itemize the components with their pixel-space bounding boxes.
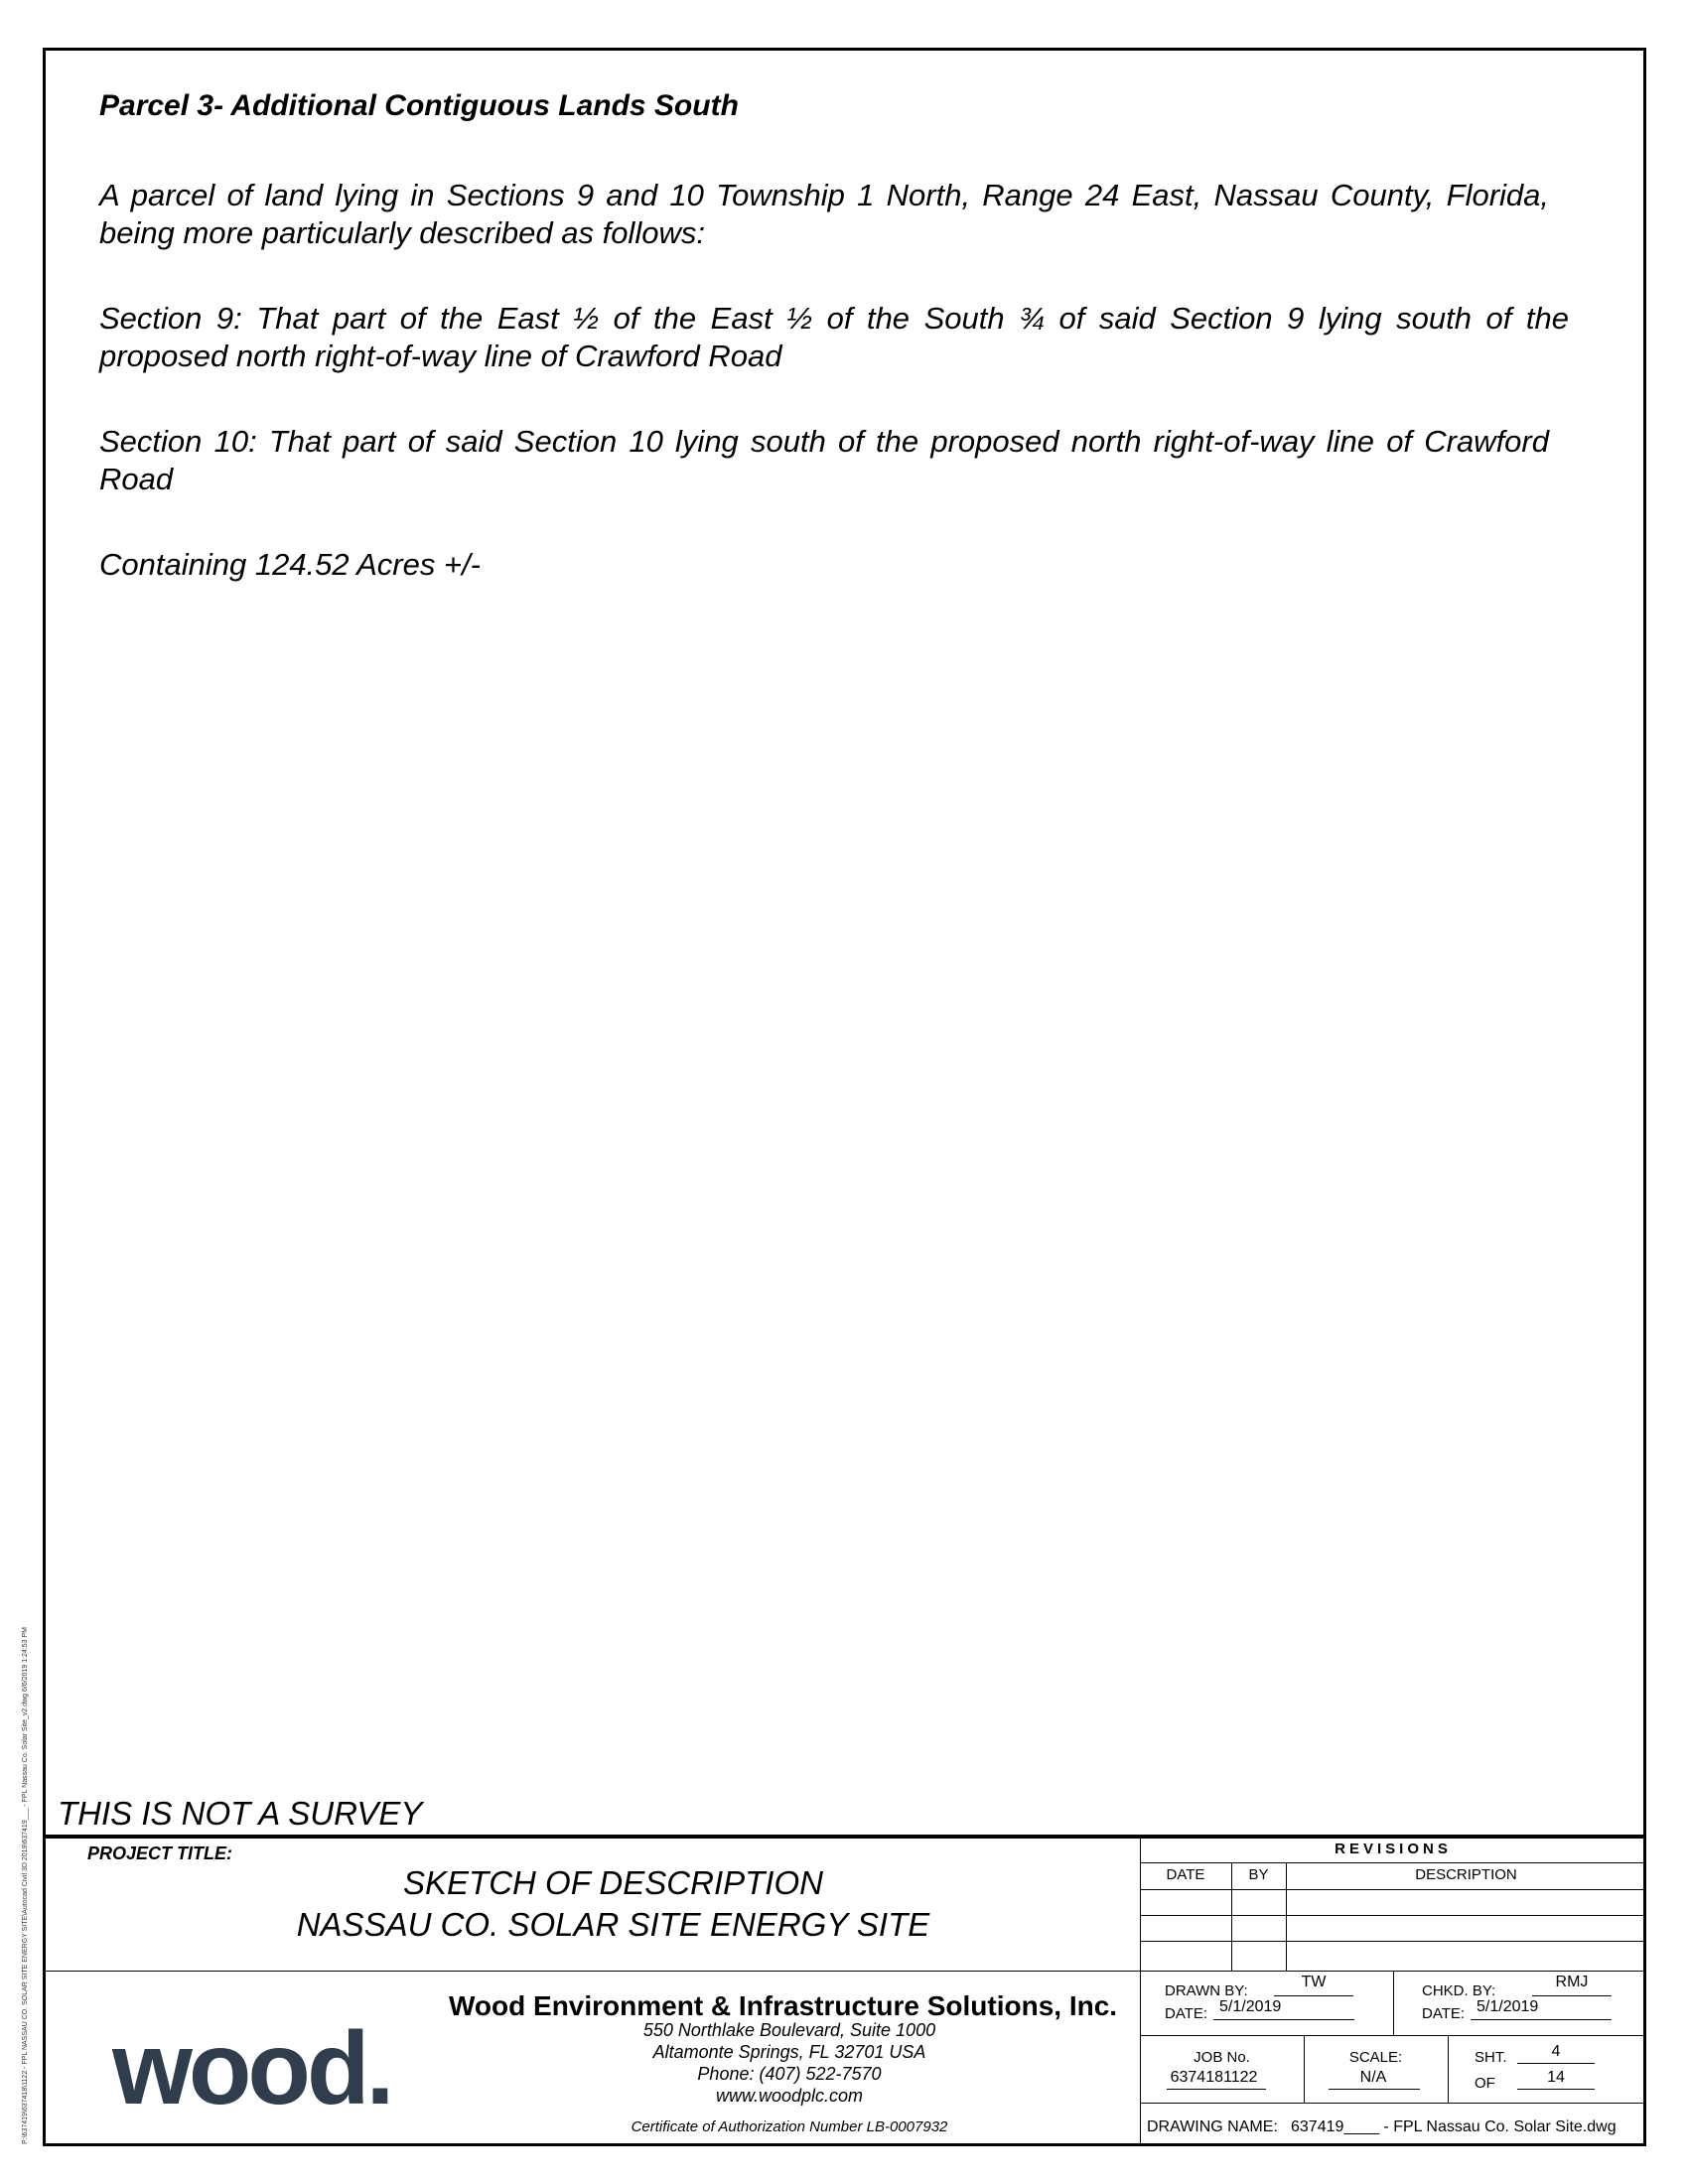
revisions-col-description: DESCRIPTION (1415, 1866, 1517, 1883)
sheet-value: 4 (1551, 2043, 1561, 2060)
drawing-name-label: DRAWING NAME: (1147, 2118, 1278, 2135)
revisions-rule (1140, 1941, 1646, 1942)
checked-date-underline (1471, 2019, 1612, 2020)
drawn-by-label: DRAWN BY: (1165, 1982, 1248, 1999)
section-9-paragraph: Section 9: That part of the East ½ of the East ½ of the South ¾ of said Section 9 lying south of the proposed north right-of-way line of Crawford Road (99, 301, 1569, 373)
parcel-heading: Parcel 3- Additional Contiguous Lands South (99, 89, 739, 122)
drawn-date-underline (1213, 2019, 1354, 2020)
of-underline (1517, 2089, 1595, 2090)
job-number-value: 6374181122 (1170, 2069, 1258, 2086)
sheet-label: SHT. (1475, 2049, 1507, 2066)
job-number-underline (1167, 2089, 1266, 2090)
svg-text:wood.: wood. (112, 2011, 391, 2126)
title-block-top-border (43, 1835, 1646, 1839)
certificate-of-authorization: Certificate of Authorization Number LB-0007932 (631, 2118, 948, 2135)
sheet-underline (1517, 2063, 1595, 2064)
file-path-stamp: P:\637419\637418\1122 - FPL NASSAU CO. SOLAR SITE ENERGY SITE\Autocad Civil 3D 2019\637419___ - FPL Nassau Co. Solar Site_v2.dwg 6/6/2019 1:24:53 PM (22, 1626, 29, 2144)
not-a-survey-notice: THIS IS NOT A SURVEY (58, 1795, 423, 1832)
revisions-rule (1140, 1915, 1646, 1916)
info-rule (1140, 2103, 1646, 2104)
scale-underline (1329, 2089, 1420, 2090)
checked-by-label: CHKD. BY: (1422, 1982, 1496, 1999)
info-rule (1140, 2035, 1646, 2036)
job-scale-divider (1304, 2035, 1305, 2103)
revisions-rule (1140, 1889, 1646, 1890)
title-block-divider (43, 1971, 1646, 1972)
project-title-line-1: SKETCH OF DESCRIPTION (403, 1864, 823, 1901)
drawn-checked-divider (1393, 1971, 1394, 2035)
drawing-name-value: 637419____ - FPL Nassau Co. Solar Site.dwg (1291, 2118, 1617, 2135)
company-website: www.woodplc.com (715, 2086, 864, 2106)
scale-value: N/A (1359, 2069, 1387, 2086)
company-address-1: 550 Northlake Boulevard, Suite 1000 (642, 2020, 936, 2040)
revisions-title: REVISIONS (1335, 1841, 1452, 1857)
project-title-line-2: NASSAU CO. SOLAR SITE ENERGY SITE (296, 1906, 930, 1943)
section-10-paragraph: Section 10: That part of said Section 10 lying south of the proposed north right-of-way line of Crawford Road (99, 424, 1549, 496)
checked-by-underline (1532, 1995, 1612, 1996)
revisions-col-by: BY (1248, 1866, 1269, 1883)
company-phone: Phone: (407) 522-7570 (697, 2064, 882, 2084)
checked-date-label: DATE: (1422, 2005, 1466, 2022)
company-address-2: Altamonte Springs, FL 32701 USA (652, 2042, 926, 2062)
drawn-date-label: DATE: (1165, 2005, 1208, 2022)
checked-by-value: RMJ (1555, 1974, 1589, 1990)
company-name: Wood Environment & Infrastructure Solutions, Inc. (449, 1990, 1118, 2021)
intro-paragraph: A parcel of land lying in Sections 9 and 10 Township 1 North, Range 24 East, Nassau County, Florida, being more particularly described as follows: (99, 178, 1549, 250)
of-label: OF (1475, 2075, 1495, 2092)
project-title-label: PROJECT TITLE: (87, 1843, 233, 1863)
revisions-col-date: DATE (1166, 1866, 1205, 1883)
wood-logo (112, 2009, 410, 2128)
job-number-label: JOB No. (1194, 2049, 1250, 2066)
scale-label: SCALE: (1348, 2049, 1403, 2066)
drawn-date-value: 5/1/2019 (1219, 1998, 1282, 2015)
legal-description (99, 89, 1569, 582)
drawn-by-underline (1274, 1995, 1353, 1996)
drawn-by-value: TW (1301, 1974, 1327, 1990)
checked-date-value: 5/1/2019 (1477, 1998, 1539, 2015)
of-value: 14 (1547, 2069, 1565, 2086)
acreage-text: Containing 124.52 Acres +/- (99, 547, 482, 582)
scale-sheet-divider (1448, 2035, 1449, 2103)
revisions-rule (1140, 1862, 1646, 1863)
